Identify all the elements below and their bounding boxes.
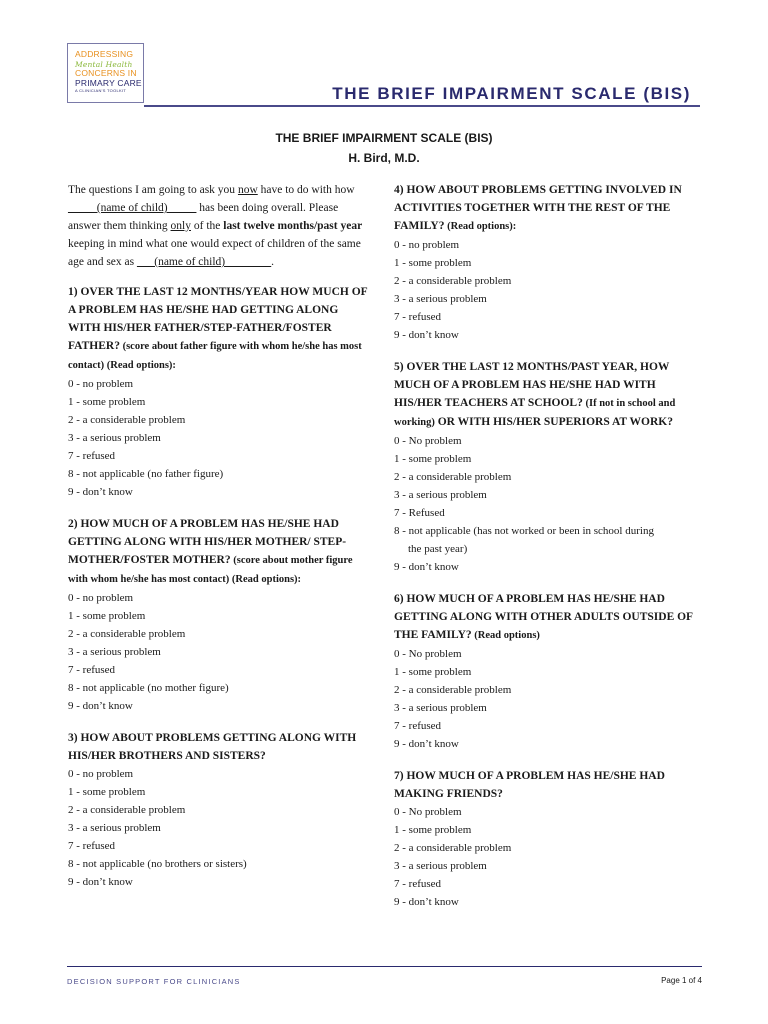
answer-option: 3 - a serious problem	[68, 646, 161, 658]
answer-option: 3 - a serious problem	[394, 860, 487, 872]
answer-option: 9 - don’t know	[394, 896, 459, 908]
answer-option: 3 - a serious problem	[68, 432, 161, 444]
right-column	[394, 181, 706, 925]
answer-option: 1 - some problem	[394, 453, 472, 465]
logo-line-5: A CLINICIAN'S TOOLKIT	[75, 88, 127, 93]
answer-option: 1 - some problem	[68, 786, 146, 798]
answer-option: 7 - refused	[68, 664, 116, 676]
answer-option: 3 - a serious problem	[394, 702, 487, 714]
answer-option: 1 - some problem	[394, 257, 472, 269]
footer-label: DECISION SUPPORT FOR CLINICIANS	[67, 977, 241, 986]
answer-option: 9 - don’t know	[394, 561, 459, 573]
answer-option: 3 - a serious problem	[68, 822, 161, 834]
answer-option: 7 - refused	[394, 311, 442, 323]
answer-option: 0 - no problem	[68, 768, 134, 780]
answer-option: 7 - refused	[68, 840, 116, 852]
logo-line-1: ADDRESSING	[75, 49, 134, 59]
answer-option: 9 - don’t know	[68, 876, 133, 888]
answer-option: 1 - some problem	[394, 824, 472, 836]
question-text: 5) OVER THE LAST 12 MONTHS/PAST YEAR, HOW MUCH OF A PROBLEM HAS HE/SHE HAD WITH HIS/HER TEACHERS AT SCHOOL?	[394, 361, 670, 409]
logo-line-4: PRIMARY CARE	[75, 77, 142, 88]
intro-underline-now: now	[237, 184, 258, 196]
document-author: H. Bird, M.D.	[348, 151, 420, 165]
answer-option: 2 - a considerable problem	[394, 471, 512, 483]
question-instruction: (If not in school and working)	[394, 398, 676, 428]
question-instruction: (score about mother figure with whom he/she has most contact) (Read options):	[68, 555, 353, 585]
answer-option: 9 - don’t know	[68, 700, 133, 712]
header-title: THE BRIEF IMPAIRMENT SCALE (BIS)	[332, 84, 691, 103]
question-2	[68, 515, 373, 715]
document-title: THE BRIEF IMPAIRMENT SCALE (BIS)	[275, 131, 493, 145]
answer-option: 3 - a serious problem	[394, 293, 487, 305]
answer-option: 8 - not applicable (no mother figure)	[68, 682, 229, 694]
logo-line-3: CONCERNS IN	[75, 68, 137, 78]
answer-option: 9 - don’t know	[68, 486, 133, 498]
intro-text-2: have to do with how	[257, 184, 355, 196]
question-instruction: (score about father figure with whom he/she has most contact) (Read options):	[68, 341, 362, 371]
question-text: 2) HOW MUCH OF A PROBLEM HAS HE/SHE HAD GETTING ALONG WITH HIS/HER MOTHER/ STEP-MOTHER/FOSTER MOTHER?	[68, 518, 347, 566]
intro-text-1: The questions I am going to ask you	[68, 184, 238, 196]
question-text: 3) HOW ABOUT PROBLEMS GETTING ALONG WITH HIS/HER BROTHERS AND SISTERS?	[68, 732, 357, 762]
question-text: 1) OVER THE LAST 12 MONTHS/YEAR HOW MUCH OF A PROBLEM HAS HE/SHE HAD GETTING ALONG WITH HIS/HER FATHER/STEP-FATHER/FOSTER FATHER?	[68, 286, 368, 352]
answer-option: 2 - a considerable problem	[394, 684, 512, 696]
answer-option: 7 - refused	[394, 878, 442, 890]
intro-text-4: of the	[190, 220, 224, 232]
intro-paragraph	[68, 181, 373, 271]
intro-underline-only: only	[170, 220, 191, 232]
answer-option: 0 - No problem	[394, 648, 462, 660]
answer-option: 0 - No problem	[394, 806, 462, 818]
answer-option: 8 - not applicable (has not worked or been in school during	[394, 525, 654, 537]
answer-option-continued: the past year)	[408, 543, 468, 555]
question-text-continued: OR WITH HIS/HER SUPERIORS AT WORK?	[434, 416, 673, 428]
answer-option: 2 - a considerable problem	[68, 804, 186, 816]
child-name-blank: _____(name of child)_____	[68, 202, 197, 214]
answer-option: 2 - a considerable problem	[394, 842, 512, 854]
answer-option: 1 - some problem	[394, 666, 472, 678]
answer-option: 3 - a serious problem	[394, 489, 487, 501]
question-5	[394, 358, 706, 576]
answer-option: 7 - Refused	[394, 507, 445, 519]
question-4	[394, 181, 706, 344]
question-3	[68, 729, 373, 891]
question-instruction: (Read options)	[471, 630, 540, 641]
page-number: Page 1 of 4	[661, 976, 702, 985]
answer-option: 2 - a considerable problem	[394, 275, 512, 287]
answer-option: 7 - refused	[68, 450, 116, 462]
child-name-blank-2: ___(name of child)________	[136, 256, 272, 268]
logo-line-2: Mental Health	[75, 59, 133, 69]
answer-option: 1 - some problem	[68, 610, 146, 622]
intro-text-3: has been doing overall. Please answer them thinking	[68, 202, 339, 232]
answer-option: 0 - no problem	[68, 378, 134, 390]
answer-option: 2 - a considerable problem	[68, 414, 186, 426]
question-1	[68, 283, 373, 501]
intro-text-6: .	[271, 256, 274, 268]
toolkit-logo	[67, 43, 144, 103]
answer-option: 9 - don’t know	[394, 738, 459, 750]
question-text: 6) HOW MUCH OF A PROBLEM HAS HE/SHE HAD GETTING ALONG WITH OTHER ADULTS OUTSIDE OF THE FAMILY?	[394, 593, 693, 641]
answer-option: 0 - No problem	[394, 435, 462, 447]
left-column	[68, 181, 373, 905]
answer-option: 9 - don’t know	[394, 329, 459, 341]
question-instruction: (Read options):	[444, 221, 517, 232]
answer-option: 1 - some problem	[68, 396, 146, 408]
question-6	[394, 590, 706, 753]
answer-option: 2 - a considerable problem	[68, 628, 186, 640]
answer-option: 8 - not applicable (no brothers or sisters)	[68, 858, 247, 870]
header-divider	[144, 105, 700, 107]
intro-bold-timeframe: last twelve months/past year	[223, 220, 363, 232]
answer-option: 8 - not applicable (no father figure)	[68, 468, 224, 480]
answer-option: 0 - no problem	[68, 592, 134, 604]
intro-text-5: keeping in mind what one would expect of children of the same age and sex as	[68, 238, 361, 268]
answer-option: 0 - no problem	[394, 239, 460, 251]
question-7	[394, 767, 706, 911]
question-text: 7) HOW MUCH OF A PROBLEM HAS HE/SHE HAD MAKING FRIENDS?	[394, 770, 665, 800]
answer-option: 7 - refused	[394, 720, 442, 732]
footer-divider	[67, 966, 702, 967]
question-text: 4) HOW ABOUT PROBLEMS GETTING INVOLVED IN ACTIVITIES TOGETHER WITH THE REST OF THE FAMILY?	[394, 184, 682, 232]
